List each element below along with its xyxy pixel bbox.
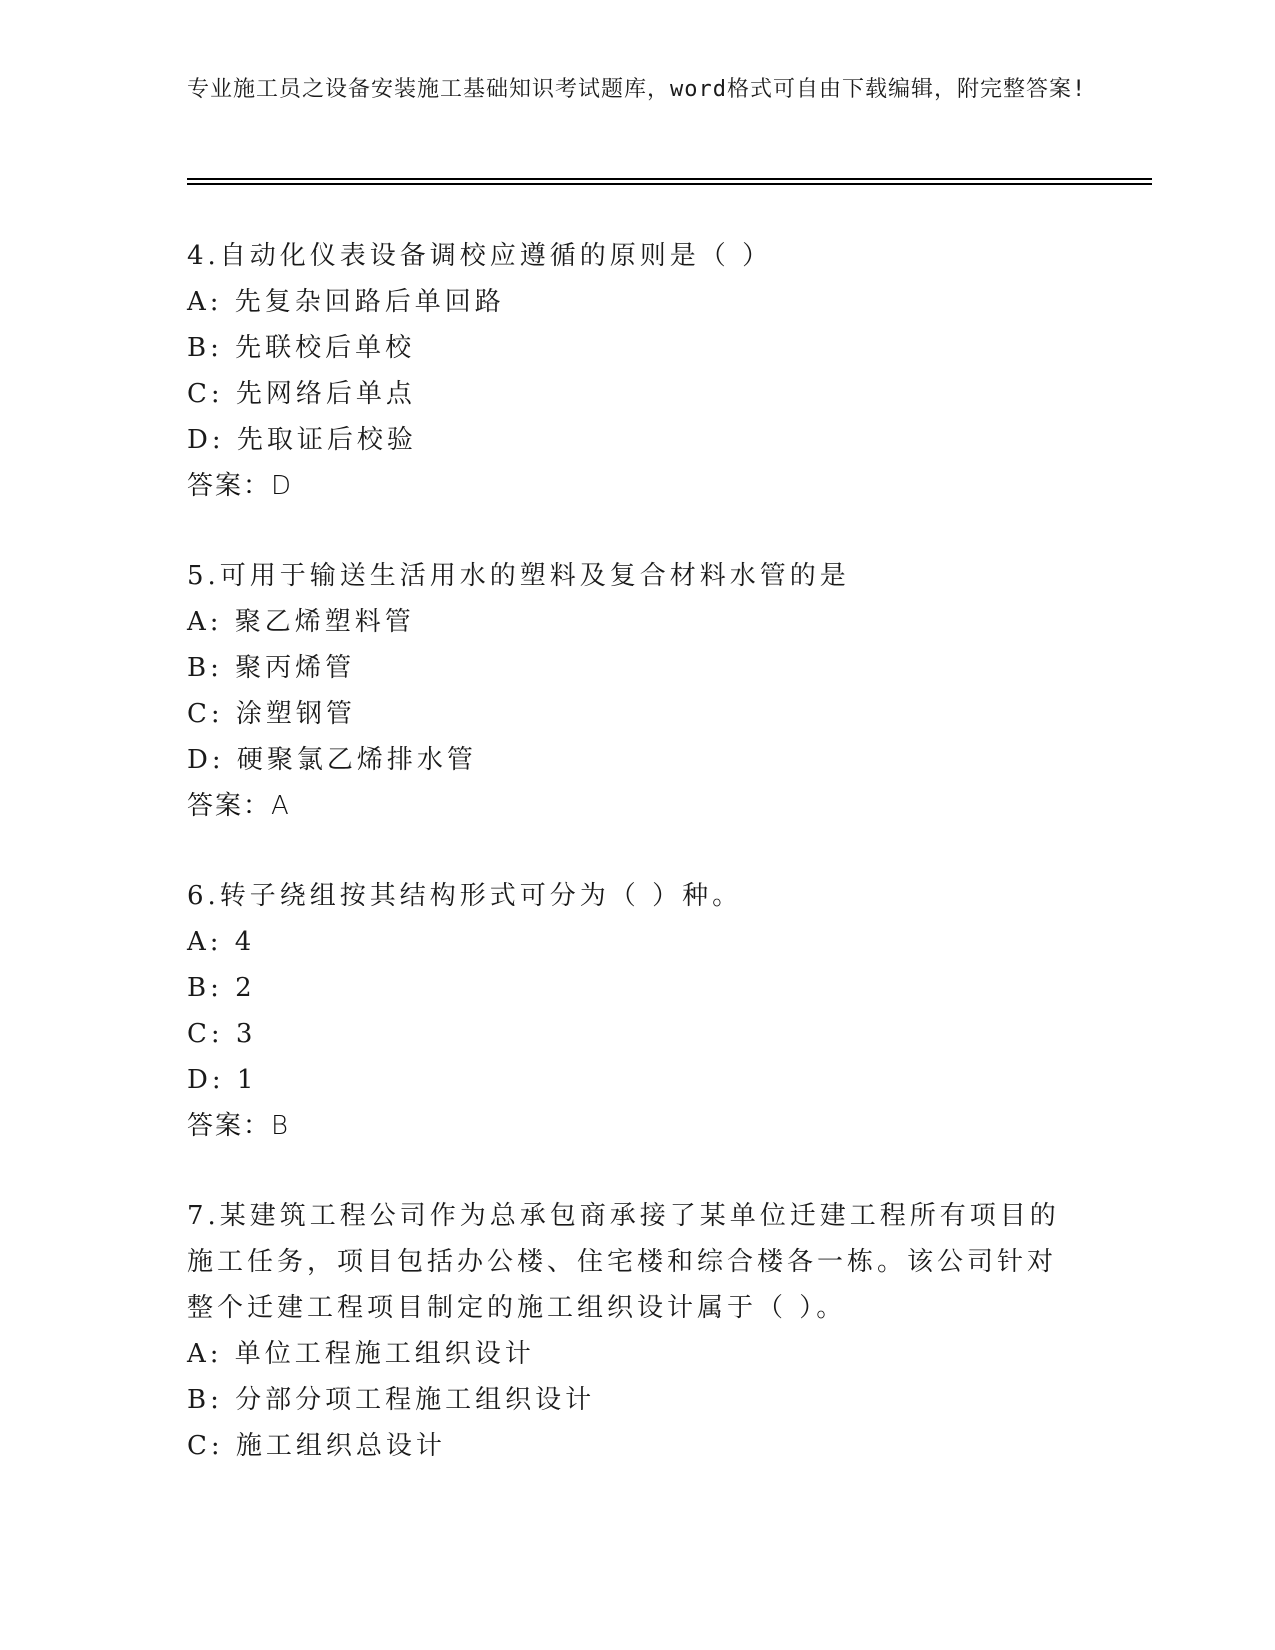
- option-a: A: 4: [187, 927, 256, 957]
- answer-line: 答案：B: [187, 1111, 291, 1141]
- option-d: D: 先取证后校验: [187, 425, 417, 455]
- question-7: [187, 1193, 1077, 1469]
- option-a: A: 聚乙烯塑料管: [187, 607, 415, 637]
- document-header: [187, 74, 1087, 106]
- option-c: C: 3: [187, 1019, 257, 1049]
- question-stem: 6.转子绕组按其结构形式可分为（ ）种。: [187, 881, 743, 911]
- question-6: [187, 873, 1077, 1149]
- header-rule-bottom: [187, 183, 1152, 185]
- header-description: 专业施工员之设备安装施工基础知识考试题库，word格式可自由下载编辑，附完整答案!: [187, 77, 1087, 102]
- option-c: C: 涂塑钢管: [187, 699, 356, 729]
- option-a: A: 单位工程施工组织设计: [187, 1339, 535, 1369]
- answer-line: 答案：A: [187, 791, 291, 821]
- option-a: A: 先复杂回路后单回路: [187, 287, 505, 317]
- option-b: B: 先联校后单校: [187, 333, 416, 363]
- question-stem: 5.可用于输送生活用水的塑料及复合材料水管的是: [187, 561, 850, 591]
- question-stem: 4.自动化仪表设备调校应遵循的原则是（ ）: [187, 241, 773, 271]
- option-c: C: 先网络后单点: [187, 379, 416, 409]
- question-stem: 7.某建筑工程公司作为总承包商承接了某单位迁建工程所有项目的施工任务，项目包括办公楼、住宅楼和综合楼各一栋。该公司针对整个迁建工程项目制定的施工组织设计属于（ ）。: [187, 1201, 1060, 1323]
- option-d: D: 硬聚氯乙烯排水管: [187, 745, 477, 775]
- header-rule-top: [187, 178, 1152, 180]
- option-d: D: 1: [187, 1065, 258, 1095]
- option-b: B: 分部分项工程施工组织设计: [187, 1385, 596, 1415]
- option-b: B: 2: [187, 973, 256, 1003]
- option-b: B: 聚丙烯管: [187, 653, 356, 683]
- question-4: [187, 233, 1077, 509]
- question-5: [187, 553, 1077, 829]
- option-c: C: 施工组织总设计: [187, 1431, 446, 1461]
- answer-line: 答案：D: [187, 471, 294, 501]
